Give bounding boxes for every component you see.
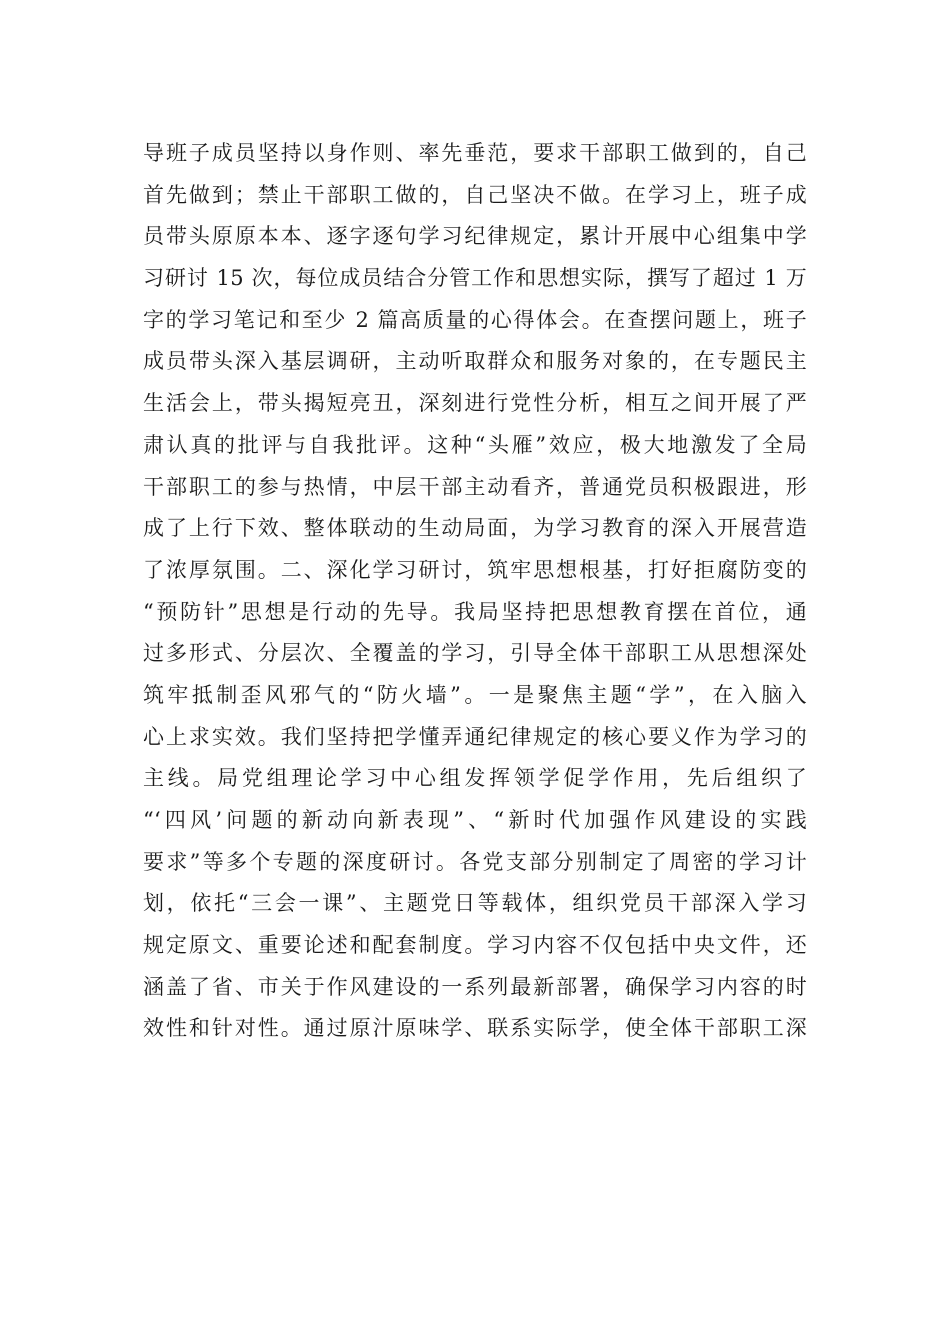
text-line: 心上求实效。我们坚持把学懂弄通纪律规定的核心要义作为学习的 bbox=[143, 724, 807, 749]
text-line: 了浓厚氛围。二、深化学习研讨，筑牢思想根基，打好拒腐防变的 bbox=[143, 557, 807, 582]
text-line: 生活会上，带头揭短亮丑，深刻进行党性分析，相互之间开展了严 bbox=[143, 391, 807, 416]
text-line: “预防针”思想是行动的先导。我局坚持把思想教育摆在首位，通 bbox=[143, 599, 807, 624]
text-line: 首先做到；禁止干部职工做的，自己坚决不做。在学习上，班子成 bbox=[143, 182, 807, 207]
text-line: 涵盖了省、市关于作风建设的一系列最新部署，确保学习内容的时 bbox=[143, 974, 807, 999]
text-line: 规定原文、重要论述和配套制度。学习内容不仅包括中央文件，还 bbox=[143, 933, 807, 958]
text-line: 要求”等多个专题的深度研讨。各党支部分别制定了周密的学习计 bbox=[143, 849, 807, 874]
text-line: 员带头原原本本、逐字逐句学习纪律规定，累计开展中心组集中学 bbox=[143, 224, 807, 249]
text-line: 成了上行下效、整体联动的生动局面，为学习教育的深入开展营造 bbox=[143, 516, 807, 541]
text-line: 导班子成员坚持以身作则、率先垂范，要求干部职工做到的，自己 bbox=[143, 141, 807, 165]
text-line: 划，依托“三会一课”、主题党日等载体，组织党员干部深入学习 bbox=[143, 891, 807, 916]
document-page bbox=[143, 133, 807, 1050]
text-line: 筑牢抵制歪风邪气的“防火墙”。一是聚焦主题“学”，在入脑入 bbox=[143, 682, 807, 707]
text-line: 成员带头深入基层调研，主动听取群众和服务对象的，在专题民主 bbox=[143, 349, 807, 374]
text-line: 效性和针对性。通过原汁原味学、联系实际学，使全体干部职工深 bbox=[143, 1016, 807, 1041]
text-line: 主线。局党组理论学习中心组发挥领学促学作用，先后组织了 bbox=[143, 766, 807, 791]
text-line: 肃认真的批评与自我批评。这种“头雁”效应，极大地激发了全局 bbox=[143, 432, 807, 457]
text-line: 习研讨 15 次，每位成员结合分管工作和思想实际，撰写了超过 1 万 bbox=[143, 266, 807, 291]
text-line: 字的学习笔记和至少 2 篇高质量的心得体会。在查摆问题上，班子 bbox=[143, 307, 807, 332]
text-line: 干部职工的参与热情，中层干部主动看齐，普通党员积极跟进，形 bbox=[143, 474, 807, 499]
text-line: 过多形式、分层次、全覆盖的学习，引导全体干部职工从思想深处 bbox=[143, 641, 807, 666]
text-line: “‘四风’问题的新动向新表现”、“新时代加强作风建设的实践 bbox=[143, 808, 807, 832]
